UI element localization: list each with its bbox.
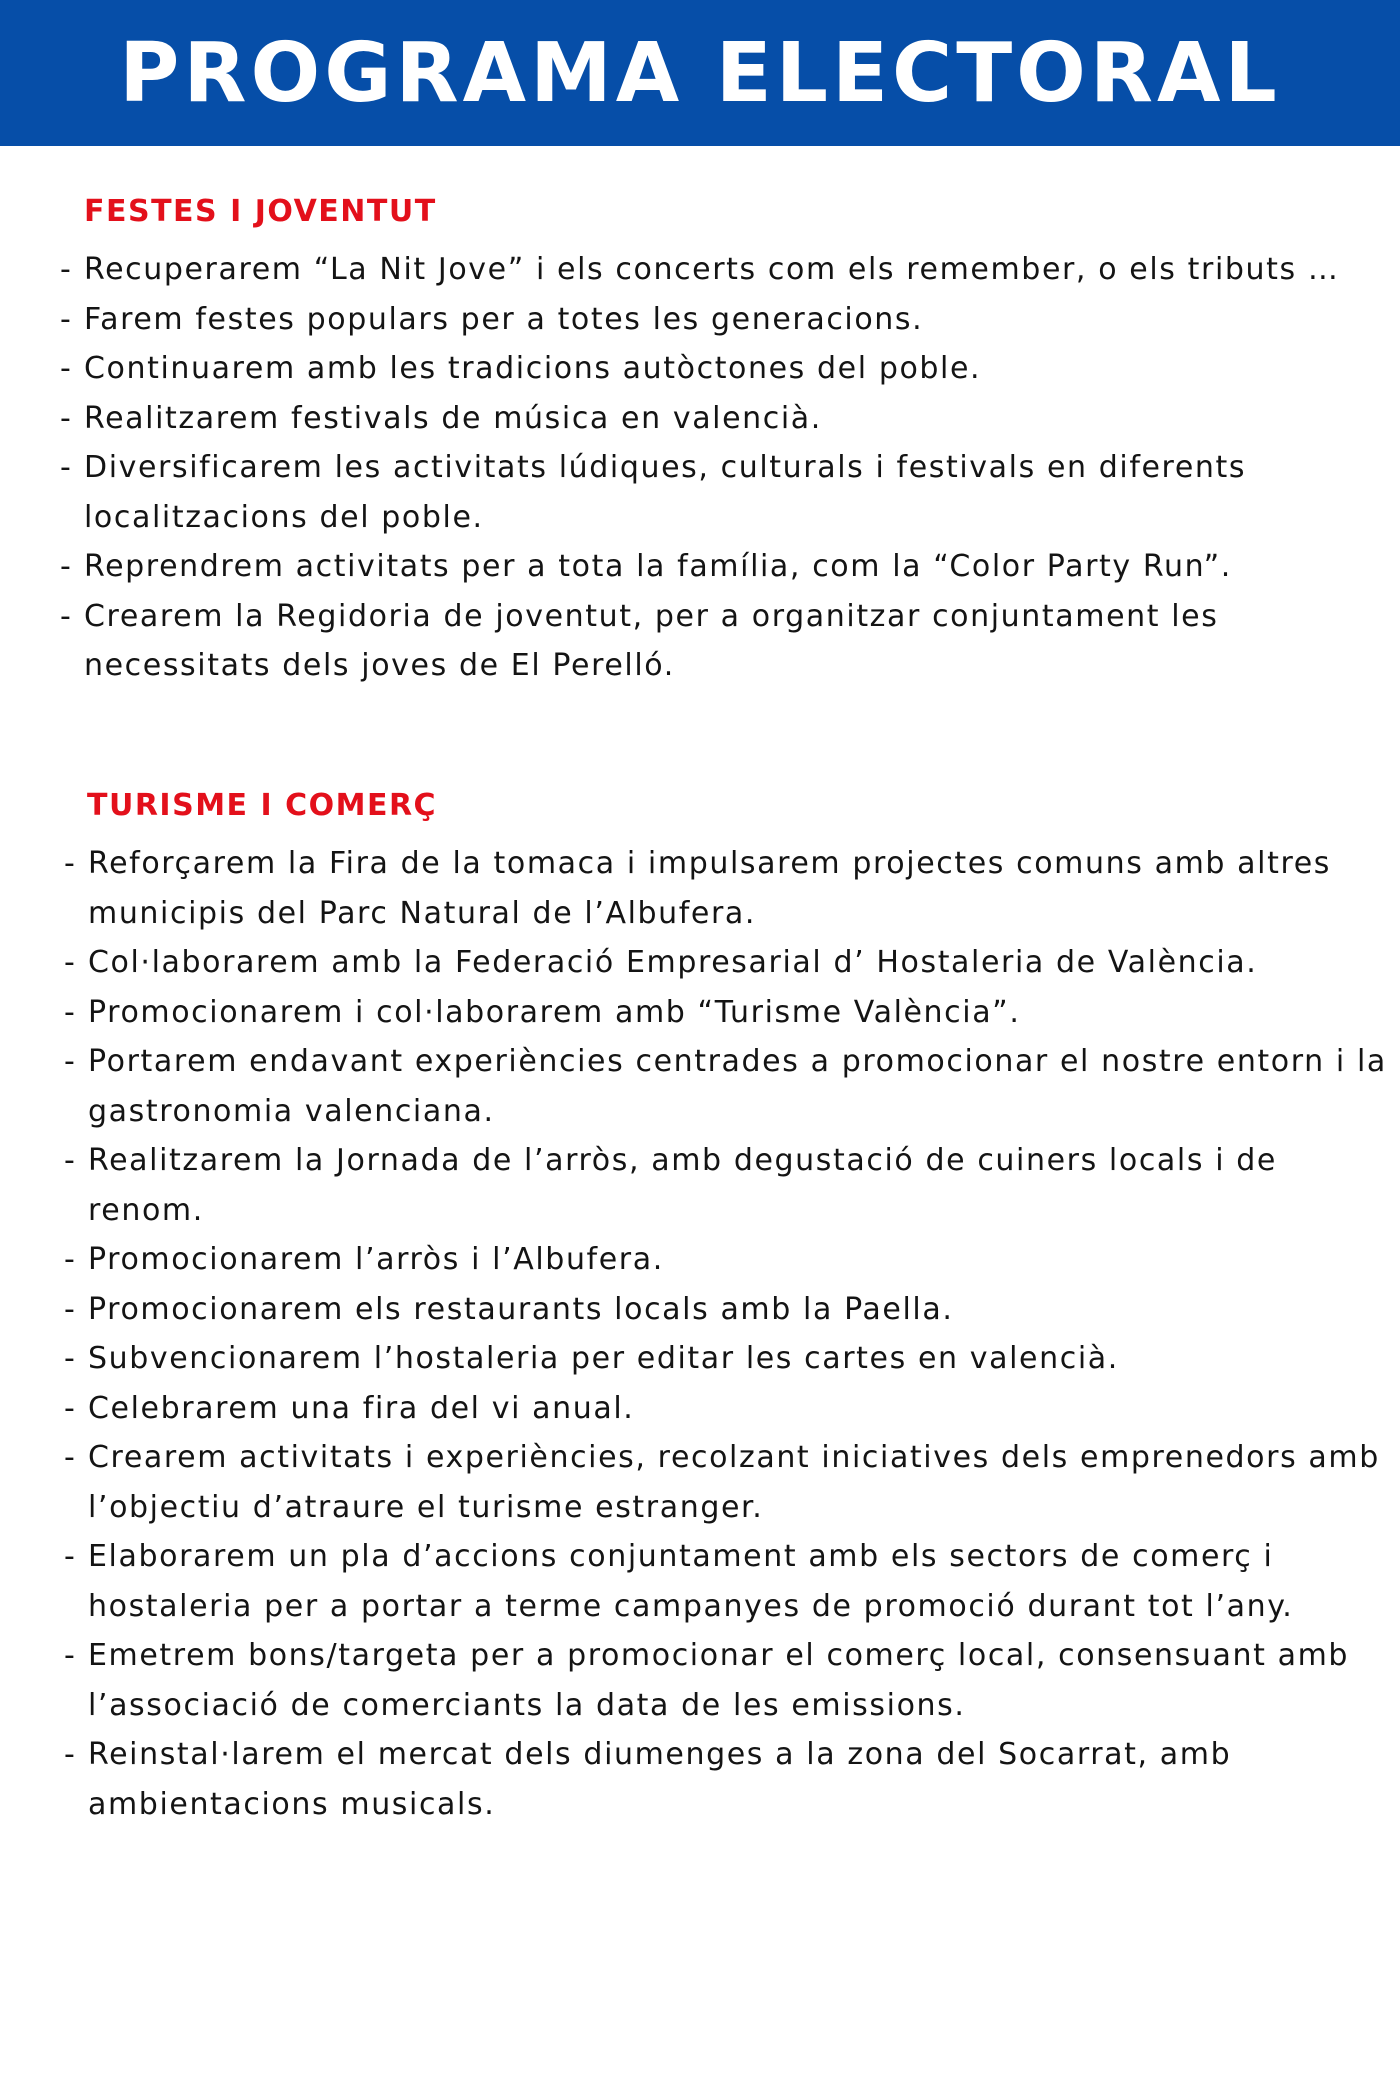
section-title: TURISME I COMERÇ: [87, 788, 438, 823]
list-item: - Continuarem amb les tradicions autòctones del poble.: [60, 344, 1390, 394]
section-item-list: [60, 245, 1390, 691]
list-item: - Reprendrem activitats per a tota la família, com la “Color Party Run”.: [60, 542, 1390, 592]
list-item: - Celebrarem una fira del vi anual.: [64, 1384, 1390, 1434]
list-item: - Realitzarem festivals de música en valencià.: [60, 394, 1390, 444]
header-banner: [0, 0, 1400, 146]
list-item: - Portarem endavant experiències centrades a promocionar el nostre entorn i la gastronomia valenciana.: [64, 1037, 1390, 1136]
list-item: - Recuperarem “La Nit Jove” i els concerts com els remember, o els tributs …: [60, 245, 1390, 295]
list-item: - Elaborarem un pla d’accions conjuntament amb els sectors de comerç i hostaleria per a portar a terme campanyes de promoció durant tot l’any.: [64, 1532, 1390, 1631]
list-item: - Crearem activitats i experiències, recolzant iniciatives dels emprenedors amb l’objectiu d’atraure el turisme estranger.: [64, 1433, 1390, 1532]
page-title: PROGRAMA ELECTORAL: [119, 26, 1281, 121]
list-item: - Reinstal·larem el mercat dels diumenges a la zona del Socarrat, amb ambientacions musicals.: [64, 1730, 1390, 1829]
list-item: - Promocionarem els restaurants locals amb la Paella.: [64, 1285, 1390, 1335]
list-item: - Crearem la Regidoria de joventut, per a organitzar conjuntament les necessitats dels joves de El Perelló.: [60, 592, 1390, 691]
list-item: - Promocionarem l’arròs i l’Albufera.: [64, 1235, 1390, 1285]
section-item-list: [64, 839, 1390, 1829]
list-item: - Reforçarem la Fira de la tomaca i impulsarem projectes comuns amb altres municipis del Parc Natural de l’Albufera.: [64, 839, 1390, 938]
list-item: - Farem festes populars per a totes les generacions.: [60, 295, 1390, 345]
list-item: - Col·laborarem amb la Federació Empresarial d’ Hostaleria de València.: [64, 938, 1390, 988]
list-item: - Diversificarem les activitats lúdiques, culturals i festivals en diferents localitzacions del poble.: [60, 443, 1390, 542]
list-item: - Subvencionarem l’hostaleria per editar les cartes en valencià.: [64, 1334, 1390, 1384]
section-title: FESTES I JOVENTUT: [84, 194, 437, 229]
list-item: - Promocionarem i col·laborarem amb “Turisme València”.: [64, 988, 1390, 1038]
list-item: - Emetrem bons/targeta per a promocionar el comerç local, consensuant amb l’associació de comerciants la data de les emissions.: [64, 1631, 1390, 1730]
list-item: - Realitzarem la Jornada de l’arròs, amb degustació de cuiners locals i de renom.: [64, 1136, 1390, 1235]
